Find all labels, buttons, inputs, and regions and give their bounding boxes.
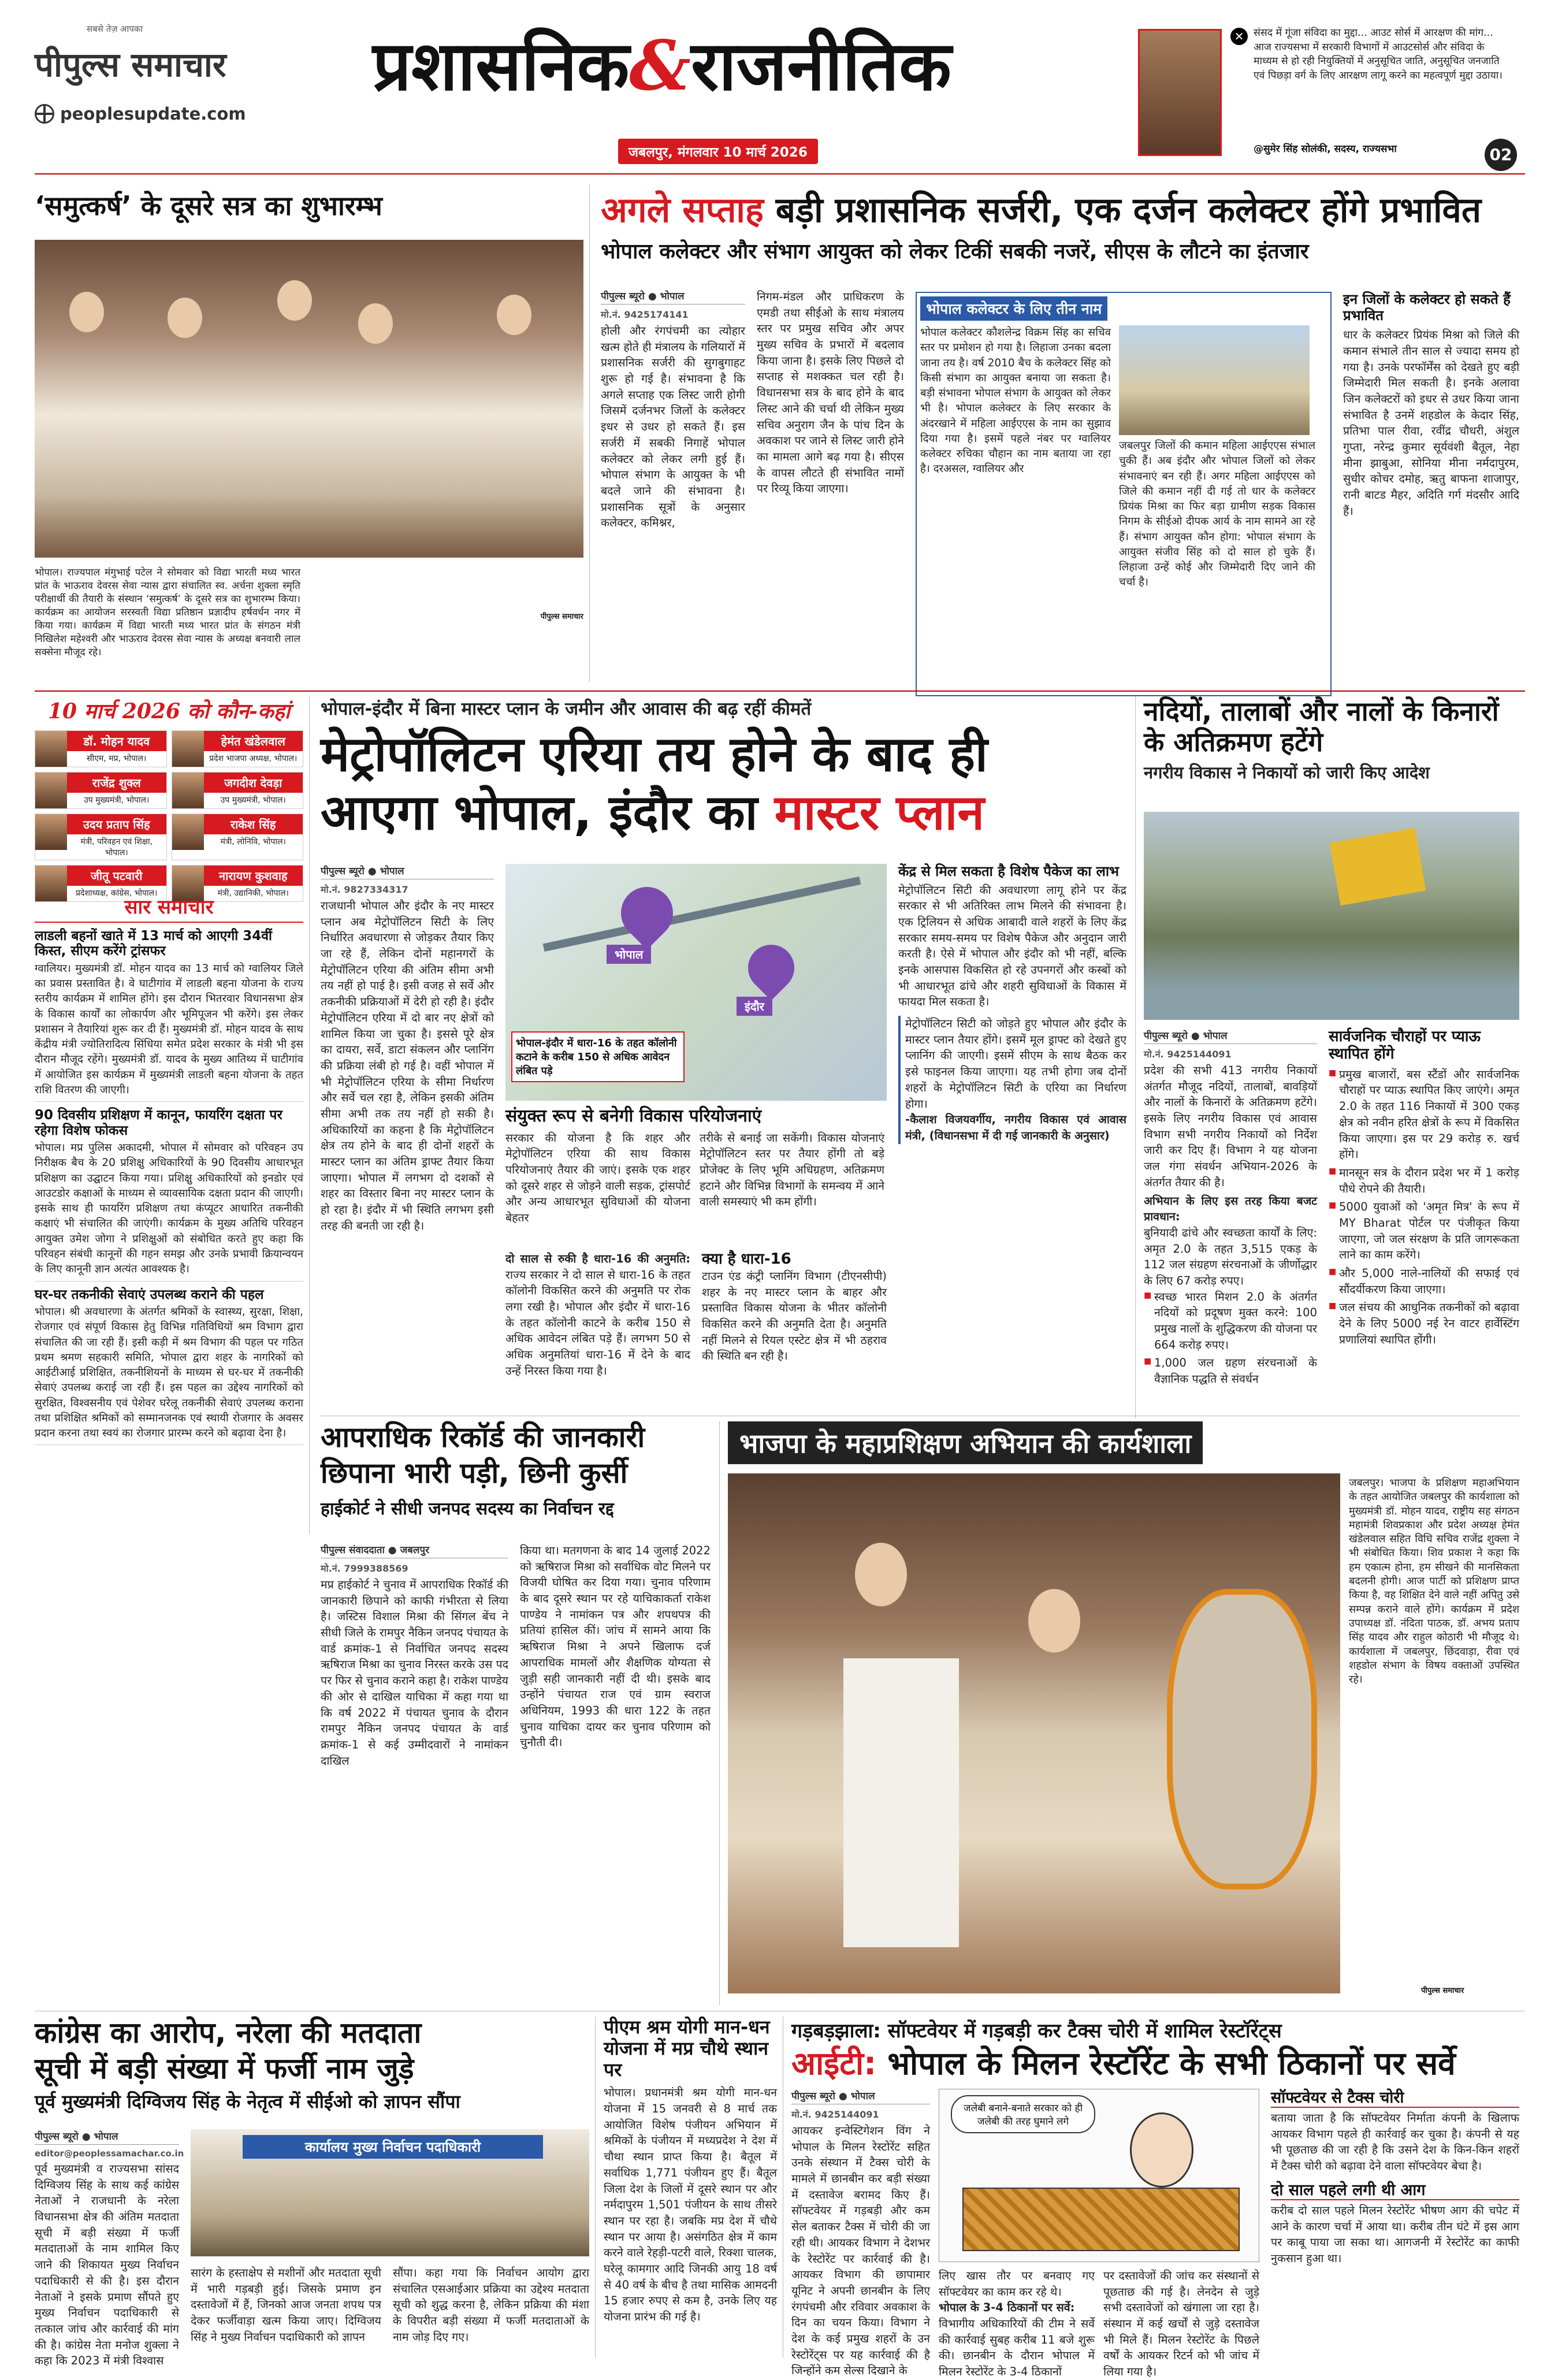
encroach-side: सार्वजनिक चौराहों पर प्याऊ स्थापित होंगे ■ प्रमुख बाजारों, बस स्टैंडों और सार्वजनिक चौराहों पर प्याऊ स्थापित किए जाएंगे। अमृत 2.0 के तहत 116 निकायों में 300 एकड़ क्षेत्र को नवीन हरित क्षेत्रों के रूप में विकसित किया जाएगा। इस पर 29 करोड़ रु. खर्च होंगे। ■ मानसून सत्र के दौरान प्रदेश भर में 1 करोड़ पौधे रोपने की तैयारी। ■ 5000 युवाओं को 'अमृत मित्र' के रूप में MY Bharat पोर्टल पर पंजीकृत किया जाएगा, जो जल संरक्षण के प्रति जागरूकता लाने का काम करेंगे। ■ और 5,000 नाले-नालियों की सफाई एवं सौंदर्यीकरण किया जाएगा। ■ जल संचय की आधुनिक तकनीकों को बढ़ावा देने के लिए 5000 नई रेन वाटर हार्वेस्टिंग प्रणालियां स्थापित होंगी।: [1329, 1029, 1519, 1350]
person-photo: [35, 773, 67, 808]
masthead: [35, 23, 1115, 168]
whoswho-title: 10 मार्च 2026 को कौन-कहां: [47, 699, 291, 723]
restaurant-kicker: गड़बड़झाला: सॉफ्टवेयर में गड़बड़ी कर टैक्स चोरी में शामिल रेस्टॉरेंट्स: [791, 2019, 1282, 2043]
saar-item: [35, 1108, 303, 1281]
criminal-headline-1: आपराधिक रिकॉर्ड की जानकारी: [321, 1421, 645, 1454]
dateline: जबलपुर, मंगलवार 10 मार्च 2026: [618, 139, 818, 164]
person-photo: [172, 731, 204, 767]
tweet-author: @सुमेर सिंह सोलंकी, सदस्य, राज्यसभा: [1254, 143, 1397, 155]
congress-col3: सौंपा। कहा गया कि निर्वाचन आयोग द्वारा संचालित एसआईआर प्रक्रिया का उद्देश्य मतदाता सूची को शुद्ध करना है, लेकिन प्रक्रिया की मंशा के विपरीत बड़ी संख्या में फर्जी मतदाताओं के नाम जोड़ दिए गए।: [393, 2266, 589, 2344]
surgery-story: [601, 191, 1519, 699]
encroach-side-bullet: ■ और 5,000 नाले-नालियों की सफाई एवं सौंदर्यीकरण किया जाएगा।: [1329, 1265, 1519, 1297]
office-banner: कार्यालय मुख्य निर्वाचन पदाधिकारी: [243, 2135, 543, 2159]
rail-track: [543, 877, 861, 952]
encroach-subhead: नगरीय विकास ने निकायों को जारी किए आदेश: [1144, 762, 1430, 782]
metro-story: [321, 696, 1129, 1419]
tweet-box: [1138, 23, 1519, 168]
collector-box-title: भोपाल कलेक्टर के लिए तीन नाम: [920, 296, 1107, 321]
metro-dhara-ban: दो साल से रुकी है धारा-16 की अनुमति: राज्य सरकार ने दो साल से धारा-16 के तहत कॉलोनी विकसित करने की अनुमति पर रोक लगा रखी है। भोपाल और इंदौर में धारा-16 के तहत कॉलोनी काटने के करीब 150 से अधिक आवेदन लंबित पड़े हैं। लगभग 50 से अधिक अनुमतियां धारा-16 में देने के बाद उन्हें निरस्त किया गया है।: [505, 1252, 690, 1377]
encroach-col1: पीपुल्स ब्यूरो ● भोपाल मो.नं. 9425144091 प्रदेश की सभी 413 नगरीय निकायों अंतर्गत मौजूद नदियों, तालाबों, बावड़ियों और नालों के किनारों के अतिक्रमण हटेंगे। इसके लिए नगरीय विकास एवं आवास विभाग सभी नगरीय निकायों को निर्देश जारी कर दिए हैं। विभाग ने यह योजना जल गंगा संवर्धन अभियान-2026 के अंतर्गत तैयार की है। अभियान के लिए इस तरह किया बजट प्रावधान: बुनियादी ढांचे और स्वच्छता कार्यों के लिए: अमृत 2.0 के तहत 3,515 एकड़ के 112 जल संग्रहण संरचनाओं के जीर्णोद्धार के लिए 67 करोड़ रुपए। ■ स्वच्छ भारत मिशन 2.0 के अंतर्गत नदियों को प्रदूषण मुक्त करने: 100 प्रमुख नालों के शुद्धिकरण की योजना पर 664 करोड़ रुपए। ■ 1,000 जल ग्रहण संरचनाओं के वैज्ञानिक पद्धति से संवर्धन: [1144, 1029, 1317, 1390]
metro-headline-2: आएगा भोपाल, इंदौर का मास्टर प्लान: [321, 784, 985, 841]
saar-title: सार समाचार: [35, 893, 303, 923]
author-photo: [1138, 29, 1222, 156]
whoswho-card: राजेंद्र शुक्ल उप मुख्यमंत्री, भोपाल।: [35, 772, 167, 809]
minister-quote: मेट्रोपॉलिटन सिटी को जोड़ते हुए भोपाल और इंदौर के मास्टर प्लान तैयार होंगे। इसमें मूल ड्राफ्ट को देखते हुए प्लानिंग की जाएगी। इसमें सीएम के साथ बैठक कर इसे फाइनल किया जाएगा। यह तभी होगा जब दोनों शहरों के मेट्रोपॉलिटन सिटी के एरिया का निर्धारण होगा। -कैलाश विजयवर्गीय, नगरीय विकास एवं आवास मंत्री, (विधानसभा में दी गई जानकारी के अनुसार): [898, 1016, 1126, 1144]
person-photo: [172, 773, 204, 808]
congress-col2: सारंग के हस्ताक्षेप से मशीनों और मतदाता सूची में भारी गड़बड़ी हुई। जिसके प्रमाण इन दस्तावेजों में हैं, जिनको आज जनता शपथ पत्र देकर फर्जीवाड़ा खत्म किया जाए। दिग्विजय सिंह ने मुख्य निर्वाचन पदाधिकारी को ज्ञापन: [191, 2266, 381, 2344]
bjp-caption: जबलपुर। भाजपा के प्रशिक्षण महाअभियान के तहत आयोजित जबलपुर की कार्यशाला को मुख्यमंत्री डॉ. मोहन यादव, राष्ट्रीय सह संगठन महामंत्री शिवप्रकाश और प्रदेश अध्यक्ष हेमंत खंडेलवाल सहित विधि सचिव राजेंद्र शुक्ला ने भी संबोधित किया। शिव प्रकाश ने कहा कि हम एकात्म होना, हम सीखने की मानसिकता बदलनी होगी। आज पार्टी को प्रशिक्षण प्राप्त किया है, वह शिक्षित देने वाले नहीं अपितु उसे सम्पन्न कराने वाले होंगे। कार्यक्रम में प्रदेश उपाध्यक्ष डॉ. नंदिता पाठक, डॉ. अभय प्रताप सिंह यादव और राहुल कोठारी भी मौजूद थे। कार्यशाला में जबलपुर, छिंदवाड़ा, रीवा एवं शहडोल संभाग के विषय वक्ताओं उपस्थित रहे।: [1349, 1477, 1519, 1686]
metro-headline-1: मेट्रोपॉलिटन एरिया तय होने के बाद ही: [321, 726, 988, 782]
whoswho-box: [35, 696, 303, 898]
saar-samachar: [35, 893, 303, 1540]
map-note: भोपाल-इंदौर में धारा-16 के तहत कॉलोनी कटाने के करीब 150 से अधिक आवेदन लंबित पड़े: [511, 1031, 685, 1082]
map-label-bhopal: भोपाल: [607, 945, 651, 964]
samutkarsh-caption-a: भोपाल। राज्यपाल मंगुभाई पटेल ने सोमवार को विद्या भारती मध्य भारत प्रांत के भाऊराव देवरस सेवा न्यास द्वारा संचालित स्व. अर्चना शुक्ला स्मृति परीक्षार्थी की तैयारी के संस्थान ‘समुत्कर्ष’ के दूसरे सत्र का शुभारम्भ किया। कार्यक्रम का आयोजन सरस्वती विद्या प्रतिष्ठान प्रज्ञादीप हर्षवर्धन नगर में किया गया। कार्यक्रम में विद्या भारती मध्य भारत प्रांत के संगठन मंत्री निखिलेश महेश्वरी और भाऊराव देवरस सेवा न्यास के अध्यक्ष बनवारी लाल सक्सेना मौजूद रहे।: [35, 567, 300, 658]
saar-item-headline: घर-घर तकनीकी सेवाएं उपलब्ध कराने की पहल: [35, 1287, 264, 1302]
restaurant-story: [791, 2017, 1519, 2379]
congress-headline-1: कांग्रेस का आरोप, नरेला की मतदाता: [35, 2016, 422, 2049]
criminal-col1: पीपुल्स संवाददाता ● जबलपुर मो.नं. 7999388569 मप्र हाईकोर्ट ने चुनाव में आपराधिक रिकॉर्ड की जानकारी छिपाने को काफी गंभीरता से लिया है। जस्टिस विशाल मिश्रा की सिंगल बेंच ने सीधी जिले के रामपुर नैकिन जनपद पंचायत के वार्ड क्रमांक-1 से निर्वाचित जनपद सदस्य ऋषिराज मिश्रा का चुनाव निरस्त करके उस पद पर फिर से चुनाव कराने कहा है। राकेश पाण्डेय की ओर से दाखिल याचिका में कहा गया था कि वर्ष 2022 में पंचायत चुनाव के दौरान रामपुर नैकिन जनपद पंचायत के वार्ड क्रमांक-1 से कई उम्मीदवारों ने नामांकन दाखिल: [321, 1543, 508, 1769]
whoswho-card: हेमंत खंडेलवाल प्रदेश भाजपा अध्यक्ष, भोपाल।: [172, 730, 304, 767]
metro-projects: संयुक्त रूप से बनेगी विकास परियोजनाएं सरकार की योजना है कि शहर और मेट्रोपॉलिटन एरिया की साथ विकास परियोजनाएं तैयार की जाएं। इसके एक शहर को दूसरे शहर से जोड़ने वाली सड़क, ट्रांसपोर्ट और अन्य आधारभूत सुविधाओं की योजना बेहतर तरीके से बनाई जा सकेंगी। विकास योजनाएं मेट्रोपॉलिटन स्तर पर तैयार होंगी तो बड़े प्रोजेक्ट के लिए भूमि अधिग्रहण, अतिक्रमण हटाने और विभिन्न विभागों के समन्वय में आने वाली समस्याएं भी कम होंगी।: [505, 1106, 884, 1224]
surgery-subhead: भोपाल कलेक्टर और संभाग आयुक्त को लेकर टिकीं सबकी नजरें, सीएस के लौटने का इंतजार: [601, 240, 1309, 263]
whoswho-card: नारायण कुशवाह मंत्री, उद्यानिकी, भोपाल।: [172, 865, 304, 902]
map-label-indore: इंदौर: [737, 997, 772, 1016]
criminal-headline-2: छिपाना भारी पड़ी, छिनी कुर्सी: [321, 1457, 628, 1490]
encroach-side-bullet: ■ प्रमुख बाजारों, बस स्टैंडों और सार्वजनिक चौराहों पर प्याऊ स्थापित किए जाएंगे। अमृत 2.0 के तहत 116 निकायों में 300 एकड़ क्षेत्र को नवीन हरित क्षेत्रों के रूप में विकसित किया जाएगा। इस पर 29 करोड़ रु. खर्च होंगे।: [1329, 1067, 1519, 1163]
surgery-headline: अगले सप्ताह बड़ी प्रशासनिक सर्जरी, एक दर्जन कलेक्टर होंगे प्रभावित: [601, 190, 1482, 231]
whoswho-card: उदय प्रताप सिंह मंत्री, परिवहन एवं शिक्षा, भोपाल।: [35, 814, 167, 860]
excavator-shape: [1330, 828, 1426, 905]
saar-item-text: भोपाल। मप्र पुलिस अकादमी, भोपाल में सोमवार को परिवहन उप निरीक्षक बैच के 20 प्रशिक्षु अधिकारियों के 90 दिवसीय आधारभूत प्रशिक्षण का उद्घाटन किया गया। प्रशिक्षु अधिकारियों को इनडोर एवं आउटडोर कक्षाओं के माध्यम से व्यावसायिक दक्षता प्रदान की जाएगी। इसके साथ ही फायरिंग प्रशिक्षण तथा कंप्यूटर आधारित तकनीकी कक्षाएं भी संचालित की जाएंगी। कार्यक्रम के मुख्य अतिथि परिवहन आयुक्त उमेश जोगा ने प्रशिक्षुओं को संबोधित करते हुए कहा कि परिवहन संबंधी कानूनों की गहन समझ और उनके प्रभावी क्रियान्वयन के लिए कानूनी ज्ञान अत्यंत आवश्यक है।: [35, 1142, 303, 1276]
congress-col1: पीपुल्स ब्यूरो ● भोपाल editor@peoplessamachar.co.in पूर्व मुख्यमंत्री व राज्यसभा सांसद दिग्विजय सिंह के साथ कई कांग्रेस नेताओं ने राजधानी के नरेला विधानसभा क्षेत्र की अंतिम मतदाता सूची में बड़ी संख्या में फर्जी मतदाताओं के नाम शामिल किए जाने की शिकायत मुख्य निर्वाचन पदाधिकारी से की है। इस दौरान नेताओं ने इसके प्रमाण सौंपते हुए मुख्य निर्वाचन पदाधिकारी से तत्काल जांच और कार्रवाई की मांग की है। कांग्रेस नेता मनोज शुक्ला ने कहा कि 2023 में मंत्री विश्वास: [35, 2129, 179, 2369]
encroach-bullet: ■ 1,000 जल ग्रहण संरचनाओं के वैज्ञानिक पद्धति से संवर्धन: [1144, 1355, 1317, 1387]
congress-headline-2: सूची में बड़ी संख्या में फर्जी नाम जुड़े: [35, 2051, 414, 2085]
tweet-text: संसद में गूंजा संविदा का मुद्दा... आउट सोर्स में आरक्षण की मांग... आज राज्यसभा में सरकारी विभागों में आउटसोर्स और संविदा के माध्यम से हो रही नियुक्तियों में अनुसूचित जाति, अनुसूचित जनजाति एवं पिछड़ा वर्ग के लिए आरक्षण लागू करने का महत्वपूर्ण मुद्दा उठाया।: [1254, 27, 1503, 81]
criminal-subhead: हाईकोर्ट ने सीधी जनपद सदस्य का निर्वाचन रद्द: [321, 1498, 614, 1519]
metro-map-graphic: [505, 864, 887, 1101]
person-photo: [172, 814, 204, 850]
samutkarsh-credit: पीपुल्स समाचार: [540, 612, 583, 621]
congress-subhead: पूर्व मुख्यमंत्री दिग्विजय सिंह के नेतृत्व में सीईओ को ज्ञापन सौंपा: [35, 2091, 460, 2112]
encroach-photo: [1144, 812, 1519, 1020]
saar-item-headline: 90 दिवसीय प्रशिक्षण में कानून, फायरिंग दक्षता पर रहेगा विशेष फोकस: [35, 1108, 282, 1138]
map-pin-icon: [610, 876, 683, 949]
encroach-side-bullet: ■ मानसून सत्र के दौरान प्रदेश भर में 1 करोड़ पौधे रोपने की तैयारी।: [1329, 1165, 1519, 1197]
encroach-bullet: ■ स्वच्छ भारत मिशन 2.0 के अंतर्गत नदियों को प्रदूषण मुक्त करने: 100 प्रमुख नालों के शुद्धिकरण की योजना पर 664 करोड़ रुपए।: [1144, 1289, 1317, 1353]
encroach-side-bullet: ■ जल संचय की आधुनिक तकनीकों को बढ़ावा देने के लिए 5000 नई रेन वाटर हार्वेस्टिंग प्रणालियां स्थापित होंगी।: [1329, 1299, 1519, 1347]
samutkarsh-headline: ‘समुत्कर्ष’ के दूसरे सत्र का शुभारम्भ: [35, 190, 382, 221]
bjp-credit: पीपुल्स समाचार: [1421, 1987, 1464, 1995]
person-photo: [35, 731, 67, 767]
restaurant-headline: आईटी: भोपाल के मिलन रेस्टॉरेंट के सभी ठिकानों पर सर्वे: [791, 2045, 1456, 2082]
collector-office-photo: [1119, 325, 1310, 435]
saar-item-headline: लाडली बहनों खाते में 13 मार्च को आएगी 34वीं किस्त, सीएम करेंगे ट्रांसफर: [35, 929, 272, 959]
portrait-garland: [1167, 1589, 1317, 1889]
logo: पीपुल्स समाचार: [35, 45, 226, 84]
metro-center-package: केंद्र से मिल सकता है विशेष पैकेज का लाभ मेट्रोपॉलिटन सिटी की अवधारणा लागू होने पर केंद्र सरकार से भी अतिरिक्त लाभ मिलने की संभावना है। एक ट्रिलियन से अधिक आबादी वाले शहरों के लिए केंद्र सरकार समय-समय पर विशेष पैकेज और अनुदान जारी करती है। ऐसे में भोपाल और इंदौर को भी नहीं, बल्कि इनके आसपास विकसित हो रहे उपनगरों और कस्बों को भी आधारभूत ढांचे और शहरी सुविधाओं के विकास में फायदा मिल सकता है। मेट्रोपॉलिटन सिटी को जोड़ते हुए भोपाल और इंदौर के मास्टर प्लान तैयार होंगे। इसमें मूल ड्राफ्ट को देखते हुए प्लानिंग की जाएगी। इसमें सीएम के साथ बैठक कर इसे फाइनल किया जाएगा। यह तभी होगा जब दोनों शहरों के मेट्रोपॉलिटन सिटी के एरिया का निर्धारण होगा। -कैलाश विजयवर्गीय, नगरीय विकास एवं आवास मंत्री, (विधानसभा में दी गई जानकारी के अनुसार): [898, 864, 1126, 1144]
cartoon-jalebi-tray: [962, 2188, 1240, 2251]
samutkarsh-story: [35, 191, 583, 693]
cartoon: [939, 2089, 1259, 2262]
samutkarsh-photo: [35, 240, 583, 558]
saar-item: [35, 929, 303, 1102]
restaurant-side: सॉफ्टवेयर से टैक्स चोरी बताया जाता है कि सॉफ्टवेयर निर्माता कंपनी के खिलाफ आयकर विभाग पहले ही कार्रवाई कर चुका है। कंपनी से यह भी पूछताछ की जा रही है कि उसने देश के किन-किन शहरों में टैक्स चोरी को बढ़ावा देने वाला सॉफ्टवेयर बेचा है। दो साल पहले लगी थी आग करीब दो साल पहले मिलन रेस्टोरेंट भीषण आग की चपेट में आने के कारण चर्चा में आया था। करीब तीन घंटे में इस आग पर काबू पाया जा सका था। आगजनी में रेस्टोरेंट का काफी नुकसान हुआ था।: [1271, 2089, 1519, 2265]
page-number: 02: [1485, 139, 1517, 171]
encroach-headline: नदियों, तालाबों और नालों के किनारों के अतिक्रमण हटेंगे: [1144, 696, 1499, 758]
collector-box: भोपाल कलेक्टर के लिए तीन नाम भोपाल कलेक्टर कौशलेन्द्र विक्रम सिंह का सचिव स्तर पर प्रमोशन हो गया है। लिहाजा उनका बदला जाना तय है। वर्ष 2010 बैच के कलेक्टर सिंह को किसी संभाग का आयुक्त बनाया जा सकता है। बड़ी संभावना भोपाल संभाग के आयुक्त को लेकर भी है। भोपाल कलेक्टर के लिए सरकार के अंदरखाने में महिला आईएएस के नाम का सुझाव दिया गया है। इसमें पहले नंबर पर ग्वालियर कलेक्टर रुचिका चौहान का नाम बताया जा रहा है। दरअसल, ग्वालियर और जबलपुर जिलों की कमान महिला आईएएस संभाल चुकी हैं। अब इंदौर और भोपाल जिलों को लेकर संभावनाएं बन रही हैं। अगर महिला आईएएस को जिले की कमान नहीं दी गई तो धार के कलेक्टर प्रियंक मिश्रा का फिर बड़ा ग्रामीण सड़क विकास निगम के सीईओ दीपक आर्य के नाम सामने आ रहे हैं। संभाग आयुक्त कौन होगा: भोपाल संभाग के आयुक्त संजीव सिंह को दो साल हो चुके हैं। लिहाजा उन्हें कोई और जिम्मेदारी दिए जाने की चर्चा है।: [916, 292, 1332, 696]
restaurant-col2: लिए खास तौर पर बनवाए गए सॉफ्टवेयर का काम कर रहे थे। भोपाल के 3-4 ठिकानों पर सर्वे: विभागीय अधिकारियों की टीम ने सर्वे की कार्रवाई सुबह करीब 11 बजे शुरू की। छानबीन के दौरान भोपाल में मिलन रेस्टोरेंट के 3-4 ठिकानों: [939, 2269, 1095, 2379]
encroach-story: [1144, 696, 1519, 1419]
whoswho-card: जीतू पटवारी प्रदेशाध्यक्ष, कांग्रेस, भोपाल।: [35, 865, 167, 902]
metro-dhara-box: क्या है धारा-16 टाउन एंड कंट्री प्लानिंग विभाग (टीएनसीपी) शहर के नए मास्टर प्लान के बाहर और प्रस्तावित विकास योजना के भीतर कॉलोनी विकसित करने की अनुमति देता है। अनुमति नहीं मिलने से रियल एस्टेट क्षेत्र में भी ठहराव की स्थिति बन रही है।: [702, 1250, 887, 1363]
congress-story: [35, 2016, 589, 2368]
surgery-col2: निगम-मंडल और प्राधिकरण के एमडी तथा सीईओ के साथ मंत्रालय स्तर पर प्रमुख सचिव और अपर मुख्य सचिव के प्रभारों में बदलाव किया जाना है। इसके लिए पिछले दो सप्ताह से मशक्कत चल रही है। विधानसभा सत्र के बाद होने के बाद लिस्ट आने की चर्चा थी लेकिन मुख्य सचिव अनुराग जैन के पांच दिन के अवकाश पर जाने से लिस्ट जारी होने का मामला आगे बढ़ गया है। सीएस के वापस लौटते ही संभावित नामों पर रिव्यू किया जाएगा।: [757, 290, 904, 496]
pmsy-headline: पीएम श्रम योगी मान-धन योजना में मप्र चौथे स्थान पर: [604, 2016, 770, 2081]
bjp-headline: भाजपा के महाप्रशिक्षण अभियान की कार्यशाला: [728, 1421, 1203, 1464]
pmsy-text: भोपाल। प्रधानमंत्री श्रम योगी मान-धन योजना में 15 जनवरी से 8 मार्च तक आयोजित विशेष पंजीयन अभियान में श्रमिकों के पंजीयन में मध्यप्रदेश ने देश में चौथा स्थान प्राप्त किया है। बैतूल में सर्वाधिक 1,771 पंजीयन हुए हैं। बैतूल जिला देश के जिलों में दूसरे स्थान पर और नर्मदापुरम 1,501 पंजीयन के साथ तीसरे स्थान पर रहा है। जबकि मप्र देश में चौथे स्थान पर आया है। असंगठित क्षेत्र में काम करने वाले रेहड़ी-पटरी वाले, रिक्शा चालक, घरेलू कामगार आदि जिनकी आयु 18 वर्ष से 40 वर्ष के बीच है तथा मासिक आमदनी 15 हजार रुपए से कम है, उनके लिए यह योजना प्रारंभ की गई है।: [604, 2086, 777, 2324]
whoswho-card: जगदीश देवड़ा उप मुख्यमंत्री, भोपाल।: [172, 772, 304, 809]
bjp-story: [728, 1421, 1519, 2005]
map-pin-icon: [738, 935, 804, 1000]
x-logo-icon: ✕: [1230, 28, 1248, 45]
whoswho-card: डॉ. मोहन यादव सीएम, मप्र, भोपाल।: [35, 730, 167, 767]
tagline: सबसे तेज़ आपका: [87, 24, 143, 34]
restaurant-col1: पीपुल्स ब्यूरो ● भोपाल मो.नं. 9425144091 आयकर इन्वेस्टिगेशन विंग ने भोपाल के मिलन रेस्टोरेंट सहित उनके संस्थान में टैक्स चोरी के मामले में छानबीन कर बड़ी संख्या में दस्तावेज बरामद किए हैं। सॉफ्टवेयर में गड़बड़ी और कम सेल बताकर टैक्स में चोरी की जा रही थी। आयकर विभाग ने देशभर के रेस्टोरेंट पर कार्रवाई की है। आयकर विभाग की छापामार यूनिट ने अपनी छानबीन के लिए रंगपंचमी और रविवार अवकाश के दिन का चयन किया। विभाग ने देश के कई प्रमुख शहरों के उन रेस्टोरेंट्स पर यह कार्रवाई की है जिन्होंने कम सेल्स दिखाने के: [791, 2089, 930, 2379]
cartoon-speech-bubble: जलेबी बनाने-बनाते सरकार को ही जलेबी की तरह घुमाने लगे: [951, 2095, 1095, 2133]
person-photo: [35, 814, 67, 850]
website-link[interactable]: peoplesupdate.com: [35, 104, 246, 124]
saar-item-text: भोपाल। श्री अवधारणा के अंतर्गत श्रमिकों के स्वास्थ्य, सुरक्षा, शिक्षा, रोजगार एवं संपूर्ण विकास हेतु विभिन्न गतिविधियों श्रम विभाग द्वारा संचालित की जा रही हैं। इसी कड़ी में श्रम विभाग की पहल पर गठित प्रथम श्रमण सहकारी समिति, भोपाल द्वारा शहर के नागरिकों को आईटीआई प्रशिक्षित, तकनीशियनों के माध्यम से घर-घर में तकनीकी सेवाएं उपलब्ध कराई जा रही हैं। इस पहल का उद्देश्य नागरिकों को सुरक्षित, विश्वसनीय एवं पेशेवर घरेलू तकनीकी सेवाएं उपलब्ध कराना तथा प्रशिक्षित श्रमिकों को सम्मानजनक एवं स्थायी रोजगार के अवसर प्रदान करना तथा स्वयं का रोजगार प्रारम्भ करने को बढ़ावा देना है।: [35, 1305, 303, 1440]
congress-photo: [191, 2129, 589, 2256]
saar-item: [35, 1287, 303, 1446]
restaurant-col3: पर दस्तावेजों की जांच कर संस्थानों से पूछताछ की गई है। लेनदेन से जुड़े सभी दस्तावेजों को खंगाला जा रहा है। संस्थान में कई खर्चों से जुड़े दस्तावेज भी मिले हैं। मिलन रेस्टोरेंट के पिछले वर्षों के आयकर रिटर्न को भी जांच में लिया गया है।: [1103, 2269, 1259, 2379]
saar-item-text: ग्वालियर। मुख्यमंत्री डॉ. मोहन यादव का 13 मार्च को ग्वालियर जिले का प्रवास प्रस्तावित है। वे घाटीगांव में लाडली बहना योजना के राज्य स्तरीय कार्यक्रम में शामिल होंगे। इस दौरान भितरवार विधानसभा क्षेत्र के विकास कार्यों का लोकार्पण और भूमिपूजन भी करेंगे। इस लेकर प्रशासन ने तैयारियां शुरू कर दी हैं। मुख्यमंत्री डॉ. मोहन यादव के साथ केंद्रीय मंत्री ज्योतिरादित्य सिंधिया समेत प्रदेश सरकार के मंत्री भी इस दौरान मौजूद रहेंगे। मुख्यमंत्री डॉ. यादव के मुख्य आतिथ्य में घाटीगांव में आयोजित इस कार्यक्रम में मुख्यमंत्री लाडली बहना योजना के तहत राशि वितरण की जाएगी।: [35, 962, 303, 1096]
metro-col1: पीपुल्स ब्यूरो ● भोपाल मो.नं. 9827334317 राजधानी भोपाल और इंदौर के नए मास्टर प्लान अब मेट्रोपॉलिटन सिटी के लिए निर्धारित अवधारणा से जोड़कर तैयार किए जा रहे हैं, लेकिन दोनों महानगरों के मेट्रोपॉलिटन एरिया की अंतिम सीमा अभी तय नहीं हो पाई है। इसी वजह से सर्वे और तकनीकी प्रक्रियाओं में देरी हो रही है। इंदौर मेट्रोपॉलिटन एरिया में दो बार नए क्षेत्रों को शामिल किया जा चुका है। इससे पूरे क्षेत्र का दायरा, सर्वे, डाटा संकलन और प्लानिंग की प्रक्रिया लंबी हो गई है। वहीं भोपाल में भी मेट्रोपॉलिटन एरिया के सीमा निर्धारण और सर्वे चल रहा है, लेकिन इसकी अंतिम सीमा अभी तक तय नहीं हो सकी है। अधिकारियों का कहना है कि मेट्रोपॉलिटन क्षेत्र तय होने के बाद ही दोनों शहरों के मास्टर प्लान का अंतिम ड्राफ्ट तैयार किया जाएगा। भोपाल में लगभग दो दशकों से शहर का विस्तार बिना नए मास्टर प्लान के हो रहा है। इंदौर में भी स्थिति लगभग इसी तरह की बनती जा रही है।: [321, 864, 494, 1234]
criminal-col2: किया था। मतगणना के बाद 14 जुलाई 2022 को ऋषिराज मिश्रा को सर्वाधिक वोट मिलने पर विजयी घोषित कर दिया गया। चुनाव परिणाम के बाद दूसरे स्थान पर रहे याचिकाकर्ता राकेश पाण्डेय ने नामांकन पत्र और शपथपत्र की प्रतियां हासिल कीं। जांच में सामने आया कि ऋषिराज मिश्रा ने अपने खिलाफ दर्ज आपराधिक मामलों और शैक्षणिक योग्यता से जुड़ी सही जानकारी नहीं दी थी। इसके बाद उन्होंने पंचायत राज एवं ग्राम स्वराज अधिनियम, 1993 की धारा 122 के तहत चुनाव याचिका दायर कर चुनाव परिणाम को चुनौती दी।: [520, 1544, 711, 1750]
surgery-col1: पीपुल्स ब्यूरो ● भोपाल मो.नं. 9425174141 होली और रंगपंचमी का त्योहार खत्म होते ही मंत्रालय के गलियारों में प्रशासनिक सर्जरी की सुगबुगाहट शुरू हो गई है। संभावना है कि अगले सप्ताह एक लिस्ट जारी होगी जिसमें दर्जनभर जिलों के कलेक्टर इधर से उधर हो सकते हैं। इस सर्जरी में सबकी निगाहें भोपाल कलेक्टर को लेकर लगी हुई हैं। भोपाल संभाग के आयुक्त के भी बदले जाने की संभावना है। प्रशासनिक सूत्रों के अनुसार कलेक्टर, कमिश्नर,: [601, 289, 745, 531]
globe-icon: [35, 104, 54, 124]
page-title: प्रशासनिक&राजनीतिक: [373, 25, 951, 106]
metro-kicker: भोपाल-इंदौर में बिना मास्टर प्लान के जमीन और आवास की बढ़ रहीं कीमतें: [321, 699, 812, 719]
whoswho-card: राकेश सिंह मंत्री, लोनिवि, भोपाल।: [172, 814, 304, 860]
cartoon-face: [1130, 2112, 1193, 2188]
pmsy-story: [604, 2017, 777, 2357]
bjp-photo: [728, 1473, 1340, 1993]
surgery-side: इन जिलों के कलेक्टर हो सकते हैं प्रभावित धार के कलेक्टर प्रियंक मिश्रा को जिले की कमान संभाले तीन साल से ज्यादा समय हो गया है। उनके परफॉर्मेंस को देखते हुए बड़ी जिम्मेदारी मिल सकती है। इनके अलावा जिन कलेक्टरों को इधर से उधर किया जाना संभावित है उनमें शहडोल के केदार सिंह, प्रतिभा पाल रीवा, रवींद्र चौधरी, अंशुल गुप्ता, नरेन्द्र कुमार सूर्यवंशी बैतूल, नेहा मीना झाबुआ, सोनिया मीना नर्मदापुरम, सुधीर कोचर दमोह, ऋतु बाफना शाजापुर, रानी बाटड मैहर, अदिति गर्ग मंदसौर आदि हैं।: [1343, 291, 1519, 518]
encroach-side-bullet: ■ 5000 युवाओं को 'अमृत मित्र' के रूप में MY Bharat पोर्टल पर पंजीकृत किया जाएगा, जो जल संरक्षण के प्रति जागरूकता लाने का काम करेंगे।: [1329, 1199, 1519, 1263]
criminal-story: [321, 1421, 713, 2011]
